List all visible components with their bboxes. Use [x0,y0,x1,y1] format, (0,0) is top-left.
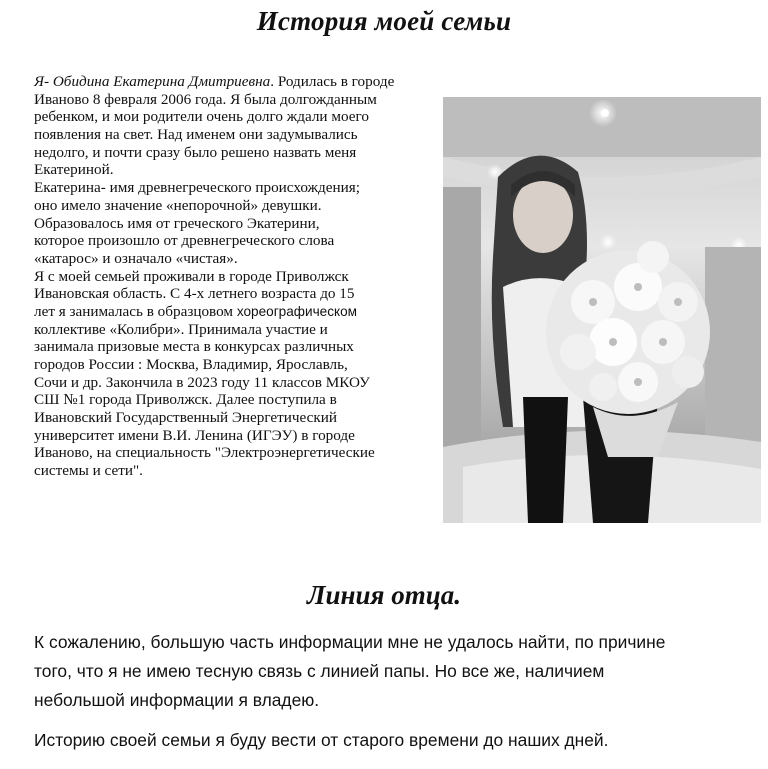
bio-line: системы и сети". [34,462,143,480]
paragraph-line: Историю своей семьи я буду вести от старого времени до наших дней. [34,730,609,750]
bio-line: «катарос» и означало «чистая». [34,249,238,267]
paragraph-line: того, что я не имею тесную связь с линией папы. Но все же, наличием [34,661,605,681]
portrait-photo [443,97,761,523]
bio-line: которое произошло от древнегреческого слова [34,232,335,250]
bio-line: занимала призовые места в конкурсах различных [34,338,354,356]
bio-line: СШ №1 города Приволжск. Далее поступила в [34,391,337,409]
bio-line-start: лет я занималась в образцовом [34,302,237,320]
bio-line: Сочи и др. Закончила в 2023 году 11 классов МКОУ [34,373,370,391]
paragraph-family-history [34,726,754,755]
bio-name: Я- Обидина Екатерина Дмитриевна [34,73,271,90]
bio-line: Иваново, на специальность "Электроэнергетические [34,444,375,462]
bio-line: Ивановский Государственный Энергетический [34,409,338,427]
bio-line: Образовалось имя от греческого Экатерини, [34,214,320,232]
bio-line: появления на свет. Над именем они задумывались [34,126,358,144]
bio-line [34,73,444,91]
portrait-illustration [443,97,761,523]
bio-line: коллективе «Колибри». Принимала участие и [34,320,328,338]
bio-line: Ивановская область. С 4-х летнего возраста до 15 [34,285,355,303]
bio-line: Екатерина- имя древнегреческого происхождения; [34,179,360,197]
bio-line: Екатериной. [34,161,114,179]
bio-text [34,73,444,480]
bio-line: Иваново 8 февраля 2006 года. Я была долгожданным [34,90,377,108]
paragraph-line: К сожалению, большую часть информации мне не удалось найти, по причине [34,632,666,652]
bio-line: оно имело значение «непорочной» девушки. [34,196,322,214]
bio-line-rest: . Родилась в городе [270,73,395,90]
page-title: История моей семьи [256,6,512,36]
bio-line-sans-word: хореографическом [236,303,358,319]
bio-line [34,303,444,321]
bio-line: ребенком, и мои родители очень долго ждали моего [34,108,369,126]
section-title: Линия отца. [307,580,461,610]
paragraph-line: небольшой информации я владею. [34,690,320,710]
bio-line: городов России : Москва, Владимир, Ярославль, [34,356,348,373]
bio-line: Я с моей семьей проживали в городе Приволжск [34,267,349,285]
bio-line: недолго, и почти сразу было решено назвать меня [34,143,357,161]
paragraph-father-line [34,628,754,715]
bio-line: университет имени В.И. Ленина (ИГЭУ) в городе [34,426,355,444]
